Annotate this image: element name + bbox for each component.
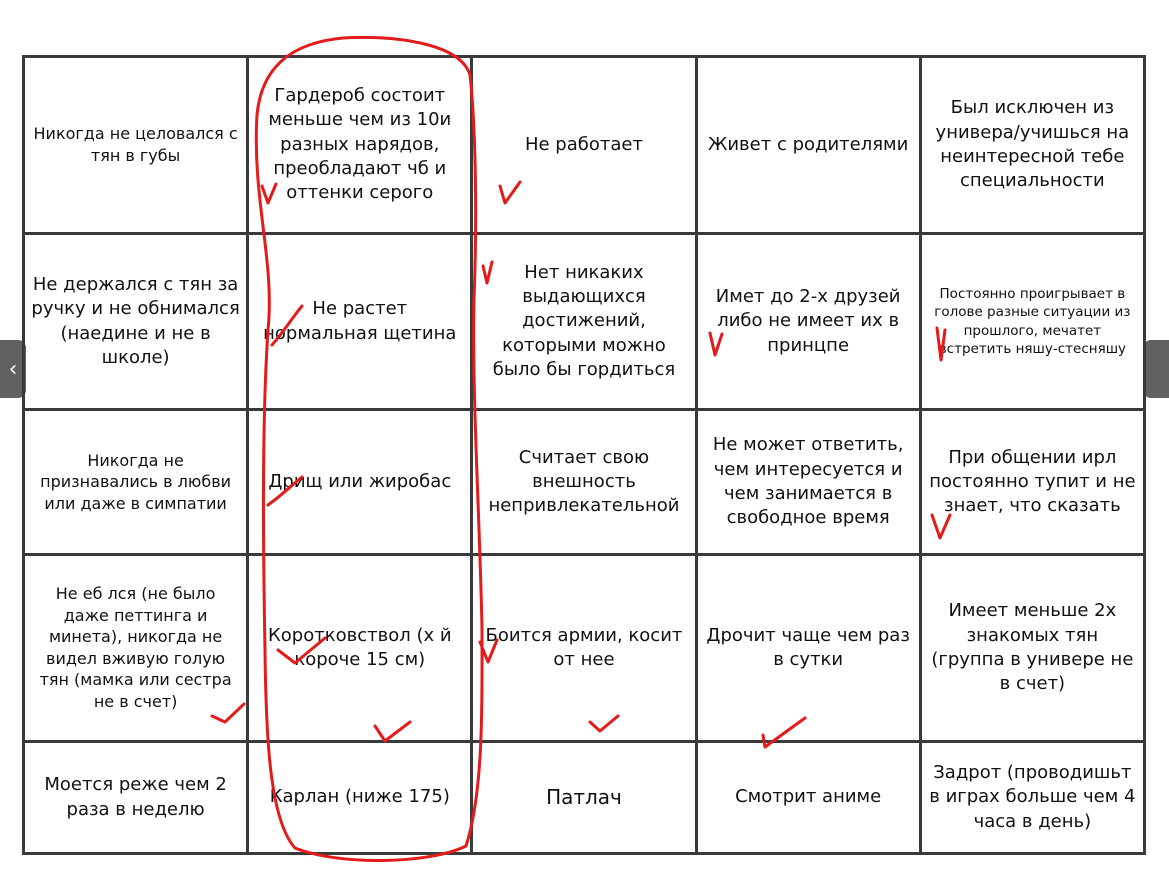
bingo-cell: Нет никаких выдающихся достижений, которыми можно было бы гордиться [472, 233, 696, 410]
bingo-cell: Боится армии, косит от нее [472, 554, 696, 741]
bingo-row [24, 554, 1145, 741]
nav-next-button[interactable] [1143, 340, 1169, 398]
bingo-cell: Не работает [472, 57, 696, 234]
bingo-cell: Никогда не целовался с тян в губы [24, 57, 248, 234]
bingo-cell: Патлач [472, 742, 696, 854]
bingo-cell: Был исключен из универа/учишься на неинтересной тебе специальности [920, 57, 1144, 234]
bingo-cell: Никогда не признавались в любви или даже в симпатии [24, 410, 248, 554]
bingo-cell: Гардероб состоит меньше чем из 10и разных нарядов, преобладают чб и оттенки серого [248, 57, 472, 234]
bingo-cell: Имет до 2-х друзей либо не имеет их в принцпе [696, 233, 920, 410]
bingo-row [24, 742, 1145, 854]
bingo-cell: Не еб лся (не было даже петтинга и минета), никогда не видел вживую голую тян (мамка или сестра не в счет) [24, 554, 248, 741]
bingo-cell: Задрот (проводишьт в играх больше чем 4 часа в день) [920, 742, 1144, 854]
bingo-cell: Дрищ или жиробас [248, 410, 472, 554]
bingo-cell: Не держался с тян за ручку и не обнимался (наедине и не в школе) [24, 233, 248, 410]
bingo-cell: Не растет нормальная щетина [248, 233, 472, 410]
bingo-row [24, 233, 1145, 410]
bingo-cell: Смотрит аниме [696, 742, 920, 854]
bingo-card [22, 55, 1146, 855]
bingo-cell: Дрочит чаще чем раз в сутки [696, 554, 920, 741]
nav-prev-button[interactable]: ‹ [0, 340, 26, 398]
bingo-cell: Коротковствол (х й короче 15 см) [248, 554, 472, 741]
bingo-cell: Имеет меньше 2х знакомых тян (группа в универе не в счет) [920, 554, 1144, 741]
bingo-cell: Постоянно проигрывает в голове разные ситуации из прошлого, мечатет встретить няшу-стесняшу [920, 233, 1144, 410]
bingo-cell: Моется реже чем 2 раза в неделю [24, 742, 248, 854]
bingo-cell: Живет с родителями [696, 57, 920, 234]
bingo-cell: Считает свою внешность непривлекательной [472, 410, 696, 554]
bingo-cell: Не может ответить, чем интересуется и чем занимается в свободное время [696, 410, 920, 554]
bingo-row [24, 57, 1145, 234]
bingo-cell: При общении ирл постоянно тупит и не знает, что сказать [920, 410, 1144, 554]
bingo-row [24, 410, 1145, 554]
bingo-cell: Карлан (ниже 175) [248, 742, 472, 854]
